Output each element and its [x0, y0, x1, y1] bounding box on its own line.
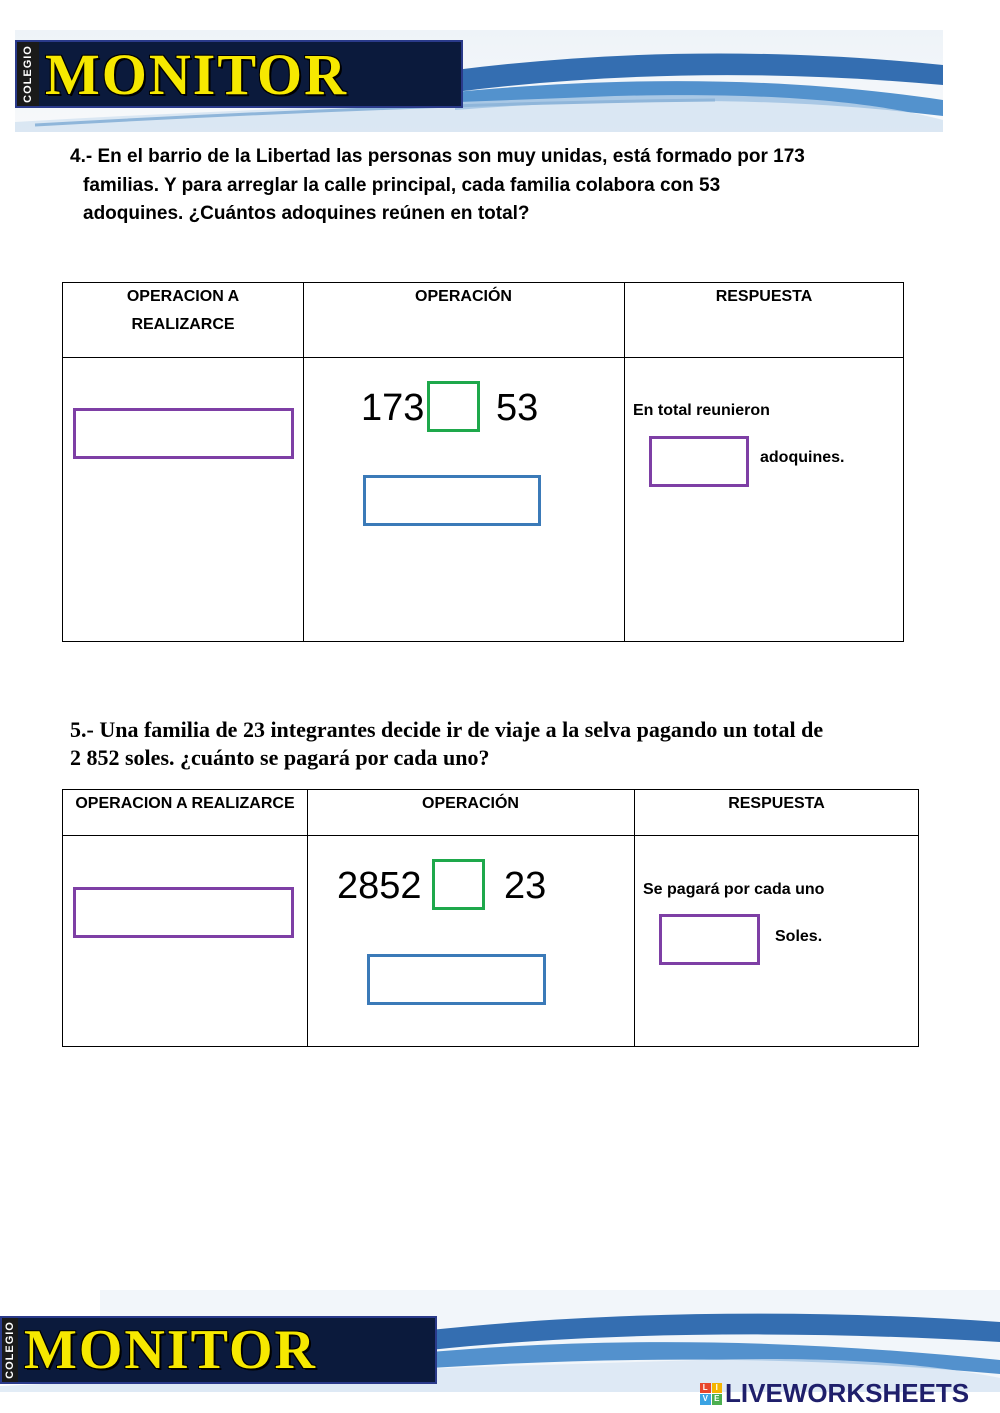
q5-operator-input[interactable] — [432, 859, 485, 910]
header-banner — [15, 30, 943, 132]
footer-logo-name: MONITOR — [24, 1319, 317, 1381]
q5-operation-type-input[interactable] — [73, 887, 294, 938]
question-4-line-2: familias. Y para arreglar la calle principal, cada familia colabora con 53 — [83, 174, 721, 196]
q5-number-b: 23 — [504, 865, 547, 907]
liveworksheets-icon: L I V E — [700, 1383, 722, 1405]
q4-answer-prefix: En total reunieron — [633, 402, 770, 419]
footer-logo-prefix: COLEGIO — [4, 1321, 16, 1379]
header-logo-prefix: COLEGIO — [22, 45, 34, 103]
question-4-line-3: adoquines. ¿Cuántos adoquines reúnen en total? — [83, 203, 530, 224]
question-5-line-2: 2 852 soles. ¿cuánto se pagará por cada uno? — [70, 745, 490, 770]
footer-logo — [0, 1316, 437, 1384]
q4-operation-type-input[interactable] — [73, 408, 294, 459]
question-5 — [70, 716, 930, 772]
q4-result-input[interactable] — [363, 475, 541, 526]
q5-answer-unit: Soles. — [775, 928, 823, 945]
q5-header-answer: RESPUESTA — [728, 795, 825, 812]
footer-banner — [0, 1290, 1000, 1392]
question-4-table — [62, 282, 904, 642]
header-logo-name: MONITOR — [45, 41, 348, 107]
question-5-line-1: 5.- Una familia de 23 integrantes decide ir de viaje a la selva pagando un total de — [70, 717, 824, 742]
q5-answer-input[interactable] — [659, 914, 760, 965]
q5-header-operation: OPERACIÓN — [422, 795, 519, 812]
q5-answer-prefix: Se pagará por cada uno — [643, 881, 825, 898]
q4-header-operation: OPERACIÓN — [415, 288, 512, 305]
question-4-line-1: 4.- En el barrio de la Libertad las personas son muy unidas, está formado por 173 — [70, 146, 805, 167]
q5-number-a: 2852 — [337, 865, 422, 907]
q4-header-answer: RESPUESTA — [715, 288, 813, 305]
question-4 — [70, 143, 890, 229]
q5-result-input[interactable] — [367, 954, 546, 1005]
q4-operator-input[interactable] — [427, 381, 480, 432]
q4-number-b: 53 — [496, 387, 539, 429]
liveworksheets-watermark — [700, 1378, 969, 1409]
q5-header-operation-to-perform: OPERACION A REALIZARCE — [75, 795, 295, 812]
liveworksheets-text: LIVEWORKSHEETS — [725, 1378, 970, 1408]
header-logo — [15, 40, 463, 108]
q4-number-a: 173 — [361, 387, 425, 429]
question-5-table — [62, 789, 919, 1047]
q4-header-operation-to-perform: OPERACION A REALIZARCE — [126, 288, 240, 333]
q4-answer-unit: adoquines. — [760, 449, 845, 466]
q4-answer-input[interactable] — [649, 436, 749, 487]
